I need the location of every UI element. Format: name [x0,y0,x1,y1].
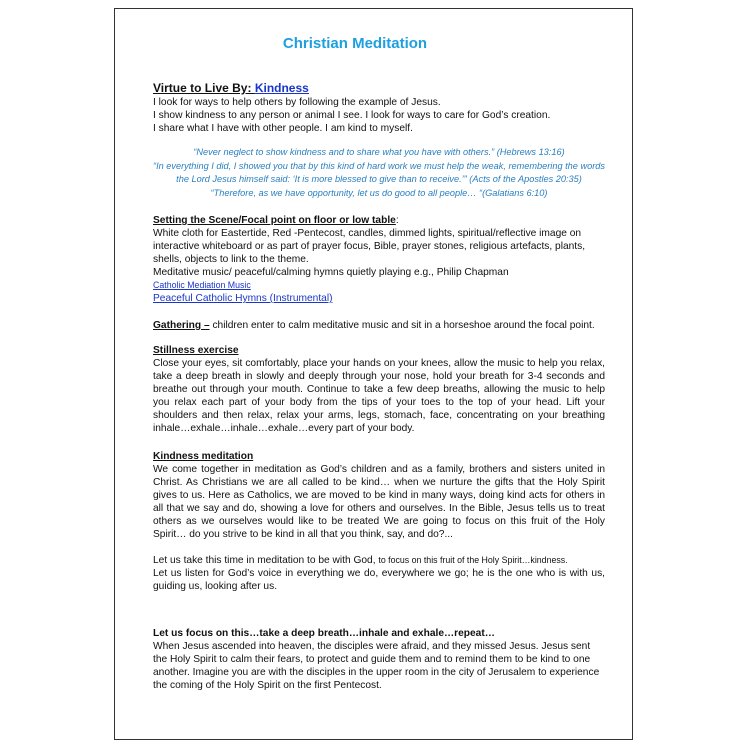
setting-heading-colon: : [395,215,399,226]
setting-heading: Setting the Scene/Focal point on floor or low table [153,215,396,226]
quote-hebrews: “Never neglect to show kindness and to share what you have with others.” (Hebrews 13:16) [193,147,565,157]
setting-section [153,214,605,305]
focus-section [153,627,605,692]
focus-heading: Let us focus on this…take a deep breath…inhale and exhale…repeat… [153,628,495,639]
setting-heading-line [153,214,605,227]
kindness-line-1b: to focus on this fruit of the Holy Spirit…kindness. [378,555,568,565]
kindness-line-1a: Let us take this time in meditation to be with God, [153,555,379,566]
stillness-section [153,344,605,435]
kindness-link[interactable]: Kindness [254,81,309,95]
gathering-heading: Gathering – [153,320,210,331]
setting-body: White cloth for Eastertide, Red -Pentecost, candles, dimmed lights, spiritual/reflective image on interactive whiteboard or as part of prayer focus, Bible, prayer stones, religious artefacts, plants, shells, objects to link to the theme. [153,228,586,265]
virtue-section [153,81,605,135]
kindness-line-2: Let us listen for God’s voice in everything we do, everywhere we go; he is the one who is with us, guiding us, looking after us. [153,568,605,592]
quote-galatians: “Therefore, as we have opportunity, let us do good to all people… “(Galatians 6:10) [210,187,548,198]
peaceful-hymns-link[interactable]: Peaceful Catholic Hymns (Instrumental) [153,293,333,304]
gathering-text [153,319,605,332]
focus-body: When Jesus ascended into heaven, the disciples were afraid, and they missed Jesus. Jesus sent the Holy Spirit to calm their fears, to protect and guide them and to remind them to be kind to one another. Imagine you are with the disciples in the upper room in the city of Jerusalem to experience the coming of the Holy Spirit on the first Pentecost. [153,641,600,691]
virtue-heading [153,81,605,96]
kindness-section [153,450,605,593]
gathering-section [153,319,605,332]
kindness-line-1 [153,554,605,567]
stillness-heading: Stillness exercise [153,345,239,356]
kindness-body: We come together in meditation as God’s children and as a family, brothers and sisters united in Christ. As Christians we are all called to be kind… when we nurture the gifts that the Holy Spirit gives to us. Here as Catholics, we are moved to be kind in many ways, doing kind acts for others in all that we say and do, showing a love for others and ourselves. In the Bible, Jesus tells us to treat others as we ourselves would like to be treated We are going to focus on this fruit of the Holy Spirit… do you strive to be kind in all that you think, say, and do?... [153,464,605,540]
gathering-body: children enter to calm meditative music and sit in a horseshoe around the focal point. [209,320,595,331]
virtue-line-2: I show kindness to any person or animal I see. I look for ways to care for God’s creation. [153,110,551,121]
page-title: Christian Meditation [282,35,428,52]
scripture-quotes [153,146,605,200]
quote-acts: “In everything I did, I showed you that by this kind of hard work we must help the weak, remembering the words the Lord Jesus himself said: ‘It is more blessed to give than to receive.’” (Acts of the Apostles 20:35) [153,160,605,184]
document-page [114,8,633,740]
catholic-meditation-music-link[interactable]: Catholic Mediation Music [153,280,251,290]
setting-music-line: Meditative music/ peaceful/calming hymns quietly playing e.g., Philip Chapman [153,267,509,278]
kindness-heading: Kindness meditation [153,451,254,462]
virtue-heading-prefix: Virtue to Live By: [153,81,255,95]
virtue-line-3: I share what I have with other people. I am kind to myself. [153,123,413,134]
stillness-body: Close your eyes, sit comfortably, place your hands on your knees, allow the music to help you relax, take a deep breath in slowly and deeply through your nose, hold your breath for 3-4 seconds and breathe out through your mouth. Continue to take a few deep breaths, allowing the music to help you relax each part of your body from the tips of your toes to the top of your head. Lift your shoulders and then relax, relax your arms, legs, stomach, face, concentrating on your breathing inhale…exhale…inhale…exhale…every part of your body. [153,358,605,434]
virtue-line-1: I look for ways to help others by following the example of Jesus. [153,97,441,108]
